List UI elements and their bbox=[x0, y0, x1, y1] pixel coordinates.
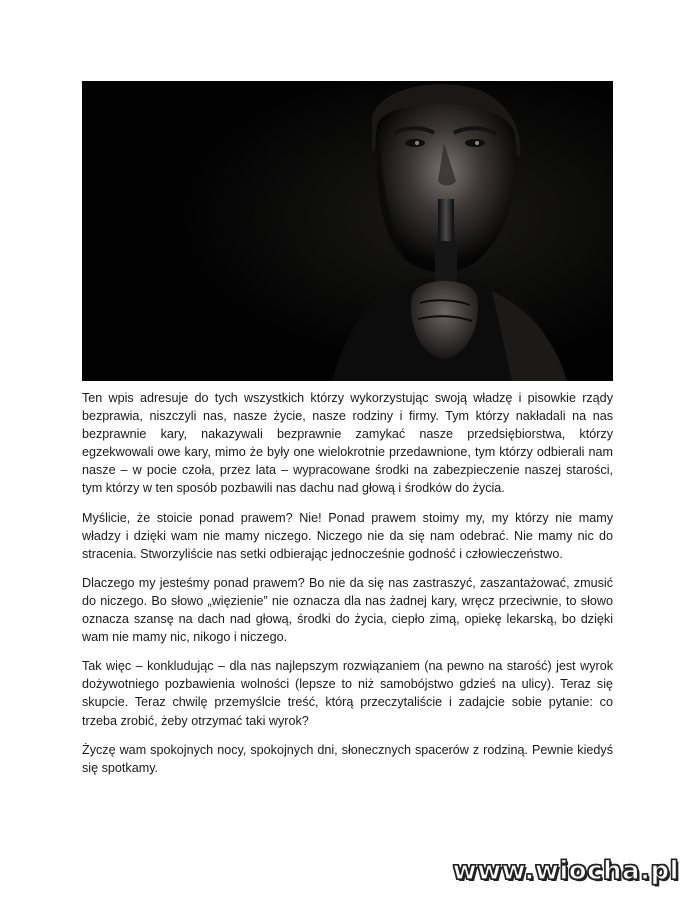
paragraph-1: Ten wpis adresuje do tych wszystkich którzy wykorzystując swoją władzę i pisowkie rządy bezprawia, niszczyli nas, nasze życie, nasze rodziny i firmy. Tym którzy nakładali na nas bezprawnie kary, nakazywali bezprawnie zamykać nasze przedsiębiorstwa, którzy egzekwowali owe kary, mimo że były one wielokrotnie przedawnione, tym którzy odbierali nam nasze – w pocie czoła, przez lata – wypracowane środki na zabezpieczenie naszej starości, tym którzy w ten sposób pozbawili nas dachu nad głową i środków do życia. bbox=[82, 391, 613, 496]
paragraph-3: Dlaczego my jesteśmy ponad prawem? Bo nie da się nas zastraszyć, zaszantażować, zmusić do niczego. Bo słowo „więzienie” nie oznacza dla nas żadnej kary, wręcz przeciwnie, to słowo oznacza szansę na dach nad głową, środki do życia, ciepło zimą, opiekę lekarską, bo dzięki wam nie mamy nic, nikogo i niczego. bbox=[82, 575, 613, 645]
paragraph-5: Życzę wam spokojnych nocy, spokojnych dni, słonecznych spacerów z rodziną. Pewnie kiedyś się spotkamy. bbox=[82, 742, 613, 775]
header-photo bbox=[82, 81, 613, 381]
paragraph-4: Tak więc – konkludując – dla nas najlepszym rozwiązaniem (na pewno na starość) jest wyrok dożywotniego pozbawienia wolności (lepsze to niż samobójstwo gdzieś na ulicy). Teraz się skupcie. Teraz chwilę przemyślcie treść, którą przeczytaliście i zadajcie sobie pytanie: co trzeba zrobić, żeby otrzymać taki wyrok? bbox=[82, 659, 613, 728]
site-watermark: www.wiocha.pl bbox=[452, 856, 679, 886]
article-body bbox=[82, 389, 613, 788]
paragraph-2: Myślicie, że stoicie ponad prawem? Nie! Ponad prawem stoimy my, my którzy nie mamy władzy i dzięki wam nie mamy niczego. Niczego nie da się nam odebrać. Nie mamy nic do stracenia. Stworzyliście nas setki odbierając jednocześnie godność i człowieczeństwo. bbox=[82, 510, 613, 561]
